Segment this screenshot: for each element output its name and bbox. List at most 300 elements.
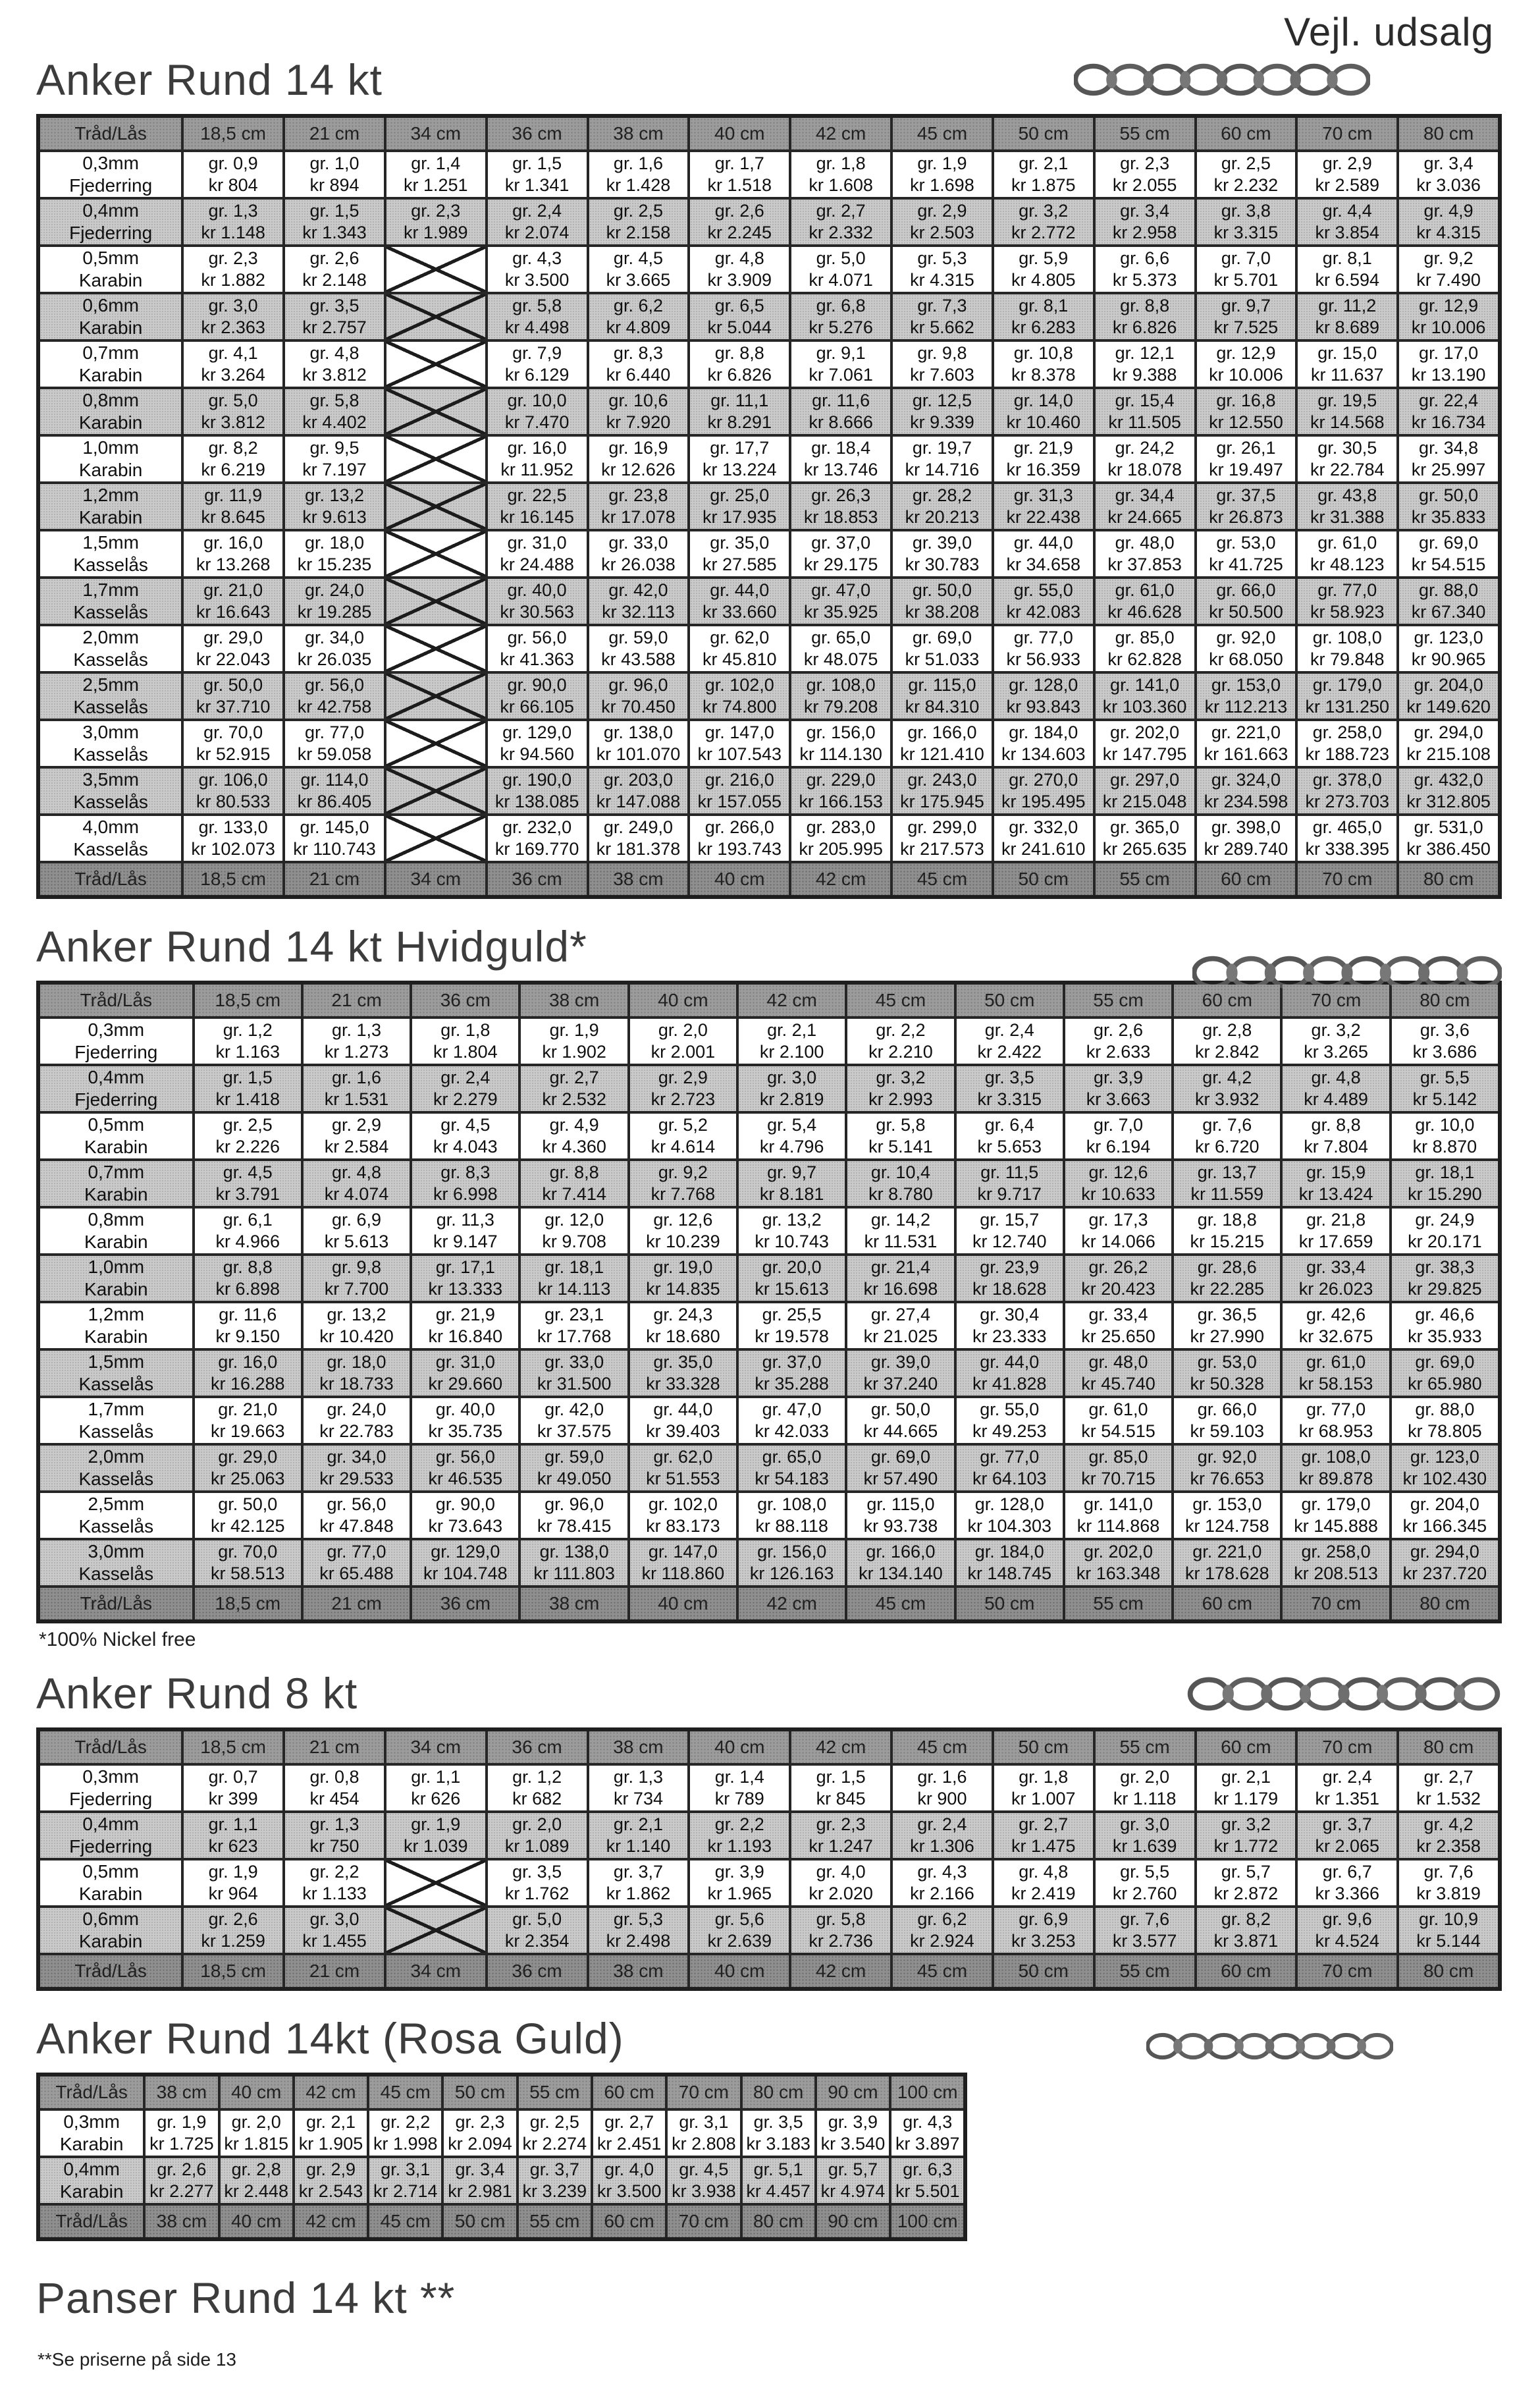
price-cell: gr. 2,0 kr 1.815 xyxy=(221,2111,292,2156)
column-header: 38 cm xyxy=(521,1588,627,1619)
price-cell: gr. 18,8 kr 15.215 xyxy=(1174,1209,1280,1253)
column-header: 45 cm xyxy=(893,1731,992,1763)
price-cell: gr. 15,0 kr 11.637 xyxy=(1298,342,1396,387)
title-row xyxy=(36,921,1502,981)
column-header: 38 cm xyxy=(146,2077,217,2108)
price-cell: gr. 531,0 kr 386.450 xyxy=(1399,816,1498,861)
price-cell: gr. 1,4 kr 789 xyxy=(690,1766,789,1810)
price-cell: gr. 65,0 kr 48.075 xyxy=(791,626,890,671)
row-label: 0,5mm Karabin xyxy=(40,1114,192,1158)
price-cell: gr. 2,2 kr 2.210 xyxy=(847,1019,953,1064)
column-header: 90 cm xyxy=(817,2077,889,2108)
price-cell: gr. 55,0 kr 42.083 xyxy=(994,579,1093,624)
row-label: 3,0mm Kasselås xyxy=(40,1540,192,1585)
row-label: 0,3mm Karabin xyxy=(40,2111,143,2156)
column-header: 50 cm xyxy=(957,1588,1063,1619)
price-cell: gr. 283,0 kr 205.995 xyxy=(791,816,890,861)
price-cell: gr. 2,2 kr 1.193 xyxy=(690,1813,789,1858)
price-cell: gr. 14,2 kr 11.531 xyxy=(847,1209,953,1253)
column-header: 18,5 cm xyxy=(184,1955,282,1987)
price-cell: gr. 11,3 kr 9.147 xyxy=(412,1209,518,1253)
price-cell: gr. 1,5 kr 1.418 xyxy=(195,1066,301,1111)
price-cell: gr. 70,0 kr 58.513 xyxy=(195,1540,301,1585)
column-header: 70 cm xyxy=(1283,985,1389,1016)
price-cell: gr. 1,3 kr 750 xyxy=(285,1813,384,1858)
price-cell: gr. 12,0 kr 9.708 xyxy=(521,1209,627,1253)
price-cell: gr. 77,0 kr 64.103 xyxy=(957,1446,1063,1490)
price-cell: gr. 1,1 kr 626 xyxy=(386,1766,485,1810)
price-cell: gr. 297,0 kr 215.048 xyxy=(1096,769,1194,813)
price-cell: gr. 21,9 kr 16.840 xyxy=(412,1303,518,1348)
price-cell: gr. 5,6 kr 2.639 xyxy=(690,1908,789,1953)
column-header: 38 cm xyxy=(521,985,627,1016)
price-cell: gr. 6,2 kr 2.924 xyxy=(893,1908,992,1953)
price-cell: gr. 133,0 kr 102.073 xyxy=(184,816,282,861)
price-cell: gr. 3,2 kr 1.772 xyxy=(1197,1813,1296,1858)
row-label: 1,5mm Kasselås xyxy=(40,1351,192,1396)
chain-sample-image xyxy=(1074,60,1370,99)
price-cell: gr. 9,7 kr 7.525 xyxy=(1197,294,1296,339)
price-cell: gr. 36,5 kr 27.990 xyxy=(1174,1303,1280,1348)
price-cell: gr. 2,9 kr 2.584 xyxy=(304,1114,410,1158)
price-cell: gr. 56,0 kr 46.535 xyxy=(412,1446,518,1490)
price-cell: gr. 102,0 kr 74.800 xyxy=(690,674,789,719)
price-cell: gr. 3,9 kr 1.965 xyxy=(690,1860,789,1905)
price-cell: gr. 2,4 kr 1.306 xyxy=(893,1813,992,1858)
price-cell: gr. 24,3 kr 18.680 xyxy=(630,1303,736,1348)
price-cell: gr. 5,7 kr 4.974 xyxy=(817,2158,889,2203)
price-cell: gr. 2,9 kr 2.543 xyxy=(295,2158,367,2203)
price-cell: gr. 15,7 kr 12.740 xyxy=(957,1209,1063,1253)
price-cell: gr. 221,0 kr 178.628 xyxy=(1174,1540,1280,1585)
price-cell: gr. 17,1 kr 13.333 xyxy=(412,1256,518,1301)
price-cell: gr. 26,1 kr 19.497 xyxy=(1197,437,1296,481)
column-header: 38 cm xyxy=(589,1731,688,1763)
column-header: Tråd/Lås xyxy=(40,1588,192,1619)
price-cell: gr. 184,0 kr 134.603 xyxy=(994,721,1093,766)
price-cell: gr. 4,1 kr 3.264 xyxy=(184,342,282,387)
price-cell: gr. 24,2 kr 18.078 xyxy=(1096,437,1194,481)
price-cell: gr. 4,5 kr 3.938 xyxy=(668,2158,739,2203)
price-cell: gr. 106,0 kr 80.533 xyxy=(184,769,282,813)
price-cell: gr. 24,9 kr 20.171 xyxy=(1392,1209,1498,1253)
column-header: 36 cm xyxy=(488,863,587,895)
price-cell: gr. 108,0 kr 79.208 xyxy=(791,674,890,719)
price-cell: gr. 34,8 kr 25.997 xyxy=(1399,437,1498,481)
price-cell: gr. 39,0 kr 37.240 xyxy=(847,1351,953,1396)
price-cell: gr. 5,4 kr 4.796 xyxy=(739,1114,845,1158)
column-header: 40 cm xyxy=(690,1731,789,1763)
price-cell: gr. 3,4 kr 2.981 xyxy=(444,2158,516,2203)
price-cell: gr. 16,9 kr 12.626 xyxy=(589,437,688,481)
price-cell: gr. 2,2 kr 1.998 xyxy=(369,2111,441,2156)
price-cell: gr. 7,0 kr 6.194 xyxy=(1065,1114,1171,1158)
price-cell: gr. 266,0 kr 193.743 xyxy=(690,816,789,861)
column-header: 40 cm xyxy=(630,1588,736,1619)
row-label: 1,5mm Kasselås xyxy=(40,531,181,576)
price-cell: gr. 2,3 kr 1.247 xyxy=(791,1813,890,1858)
price-cell: gr. 61,0 kr 54.515 xyxy=(1065,1398,1171,1443)
price-cell: gr. 13,2 kr 9.613 xyxy=(285,484,384,529)
price-cell: gr. 2,4 kr 2.074 xyxy=(488,200,587,244)
price-cell: gr. 5,9 kr 4.805 xyxy=(994,247,1093,292)
price-cell: gr. 3,0 kr 1.639 xyxy=(1096,1813,1194,1858)
price-cell: gr. 15,9 kr 13.424 xyxy=(1283,1161,1389,1206)
price-cell: gr. 0,8 kr 454 xyxy=(285,1766,384,1810)
price-cell: gr. 53,0 kr 50.328 xyxy=(1174,1351,1280,1396)
see-page-13-footnote: **Se priserne på side 13 xyxy=(38,2349,236,2370)
panser-rund-title: Panser Rund 14 kt ** xyxy=(36,2273,456,2322)
column-header: 60 cm xyxy=(593,2206,665,2237)
column-header: 42 cm xyxy=(791,1955,890,1987)
price-cell: gr. 332,0 kr 241.610 xyxy=(994,816,1093,861)
column-header: 38 cm xyxy=(146,2206,217,2237)
column-header: 70 cm xyxy=(1298,1731,1396,1763)
column-header: 55 cm xyxy=(1096,1731,1194,1763)
price-cell: gr. 77,0 kr 56.933 xyxy=(994,626,1093,671)
price-cell: gr. 2,1 kr 1.179 xyxy=(1197,1766,1296,1810)
column-header: 40 cm xyxy=(690,863,789,895)
price-cell: gr. 138,0 kr 111.803 xyxy=(521,1540,627,1585)
price-cell: gr. 0,7 kr 399 xyxy=(184,1766,282,1810)
price-cell: gr. 69,0 kr 51.033 xyxy=(893,626,992,671)
price-cell: gr. 3,7 kr 2.065 xyxy=(1298,1813,1396,1858)
row-label: 0,3mm Fjederring xyxy=(40,152,181,197)
price-cell: gr. 43,8 kr 31.388 xyxy=(1298,484,1396,529)
price-cell: gr. 2,0 kr 2.001 xyxy=(630,1019,736,1064)
price-cell: gr. 6,1 kr 4.966 xyxy=(195,1209,301,1253)
price-cell: gr. 66,0 kr 59.103 xyxy=(1174,1398,1280,1443)
price-cell: gr. 7,6 kr 3.577 xyxy=(1096,1908,1194,1953)
price-cell: gr. 18,4 kr 13.746 xyxy=(791,437,890,481)
crossed-cell xyxy=(386,247,485,292)
price-cell: gr. 10,4 kr 8.780 xyxy=(847,1161,953,1206)
price-cell: gr. 42,0 kr 32.113 xyxy=(589,579,688,624)
row-label: 0,4mm Karabin xyxy=(40,2158,143,2203)
column-header: 18,5 cm xyxy=(195,1588,301,1619)
price-cell: gr. 3,9 kr 3.663 xyxy=(1065,1066,1171,1111)
price-cell: gr. 19,5 kr 14.568 xyxy=(1298,389,1396,434)
price-cell: gr. 2,5 kr 2.226 xyxy=(195,1114,301,1158)
price-cell: gr. 378,0 kr 273.703 xyxy=(1298,769,1396,813)
column-header: 50 cm xyxy=(994,118,1093,149)
section-title-anker-14kt-rosa-guld: Anker Rund 14kt (Rosa Guld) xyxy=(36,2014,624,2063)
price-cell: gr. 24,0 kr 19.285 xyxy=(285,579,384,624)
column-header: 34 cm xyxy=(386,1731,485,1763)
price-cell: gr. 108,0 kr 79.848 xyxy=(1298,626,1396,671)
price-cell: gr. 50,0 kr 38.208 xyxy=(893,579,992,624)
column-header: 21 cm xyxy=(304,1588,410,1619)
price-cell: gr. 141,0 kr 103.360 xyxy=(1096,674,1194,719)
row-label: 0,7mm Karabin xyxy=(40,342,181,387)
price-cell: gr. 42,6 kr 32.675 xyxy=(1283,1303,1389,1348)
price-cell: gr. 4,5 kr 3.665 xyxy=(589,247,688,292)
price-cell: gr. 2,7 kr 2.332 xyxy=(791,200,890,244)
column-header: 18,5 cm xyxy=(184,1731,282,1763)
column-header: 45 cm xyxy=(369,2206,441,2237)
price-cell: gr. 184,0 kr 148.745 xyxy=(957,1540,1063,1585)
price-cell: gr. 166,0 kr 121.410 xyxy=(893,721,992,766)
price-cell: gr. 16,8 kr 12.550 xyxy=(1197,389,1296,434)
price-cell: gr. 8,8 kr 7.414 xyxy=(521,1161,627,1206)
price-cell: gr. 2,4 kr 1.351 xyxy=(1298,1766,1396,1810)
column-header: 21 cm xyxy=(285,118,384,149)
price-cell: gr. 12,1 kr 9.388 xyxy=(1096,342,1194,387)
row-label: 0,6mm Karabin xyxy=(40,1908,181,1953)
column-header: 80 cm xyxy=(1399,1731,1498,1763)
column-header: 21 cm xyxy=(285,863,384,895)
price-cell: gr. 179,0 kr 145.888 xyxy=(1283,1493,1389,1538)
column-header: 40 cm xyxy=(690,118,789,149)
price-cell: gr. 3,2 kr 2.993 xyxy=(847,1066,953,1111)
price-cell: gr. 6,7 kr 3.366 xyxy=(1298,1860,1396,1905)
column-header: 50 cm xyxy=(994,863,1093,895)
column-header: 50 cm xyxy=(994,1731,1093,1763)
price-cell: gr. 66,0 kr 50.500 xyxy=(1197,579,1296,624)
price-cell: gr. 92,0 kr 76.653 xyxy=(1174,1446,1280,1490)
crossed-cell xyxy=(386,342,485,387)
column-header: 21 cm xyxy=(285,1731,384,1763)
price-cell: gr. 2,1 kr 1.875 xyxy=(994,152,1093,197)
price-cell: gr. 92,0 kr 68.050 xyxy=(1197,626,1296,671)
price-cell: gr. 90,0 kr 73.643 xyxy=(412,1493,518,1538)
price-cell: gr. 85,0 kr 62.828 xyxy=(1096,626,1194,671)
price-cell: gr. 365,0 kr 265.635 xyxy=(1096,816,1194,861)
column-header: 80 cm xyxy=(1399,118,1498,149)
column-header: 45 cm xyxy=(893,863,992,895)
price-cell: gr. 4,8 kr 2.419 xyxy=(994,1860,1093,1905)
price-cell: gr. 77,0 kr 59.058 xyxy=(285,721,384,766)
price-cell: gr. 21,9 kr 16.359 xyxy=(994,437,1093,481)
row-label: 0,4mm Fjederring xyxy=(40,200,181,244)
price-cell: gr. 2,5 kr 2.158 xyxy=(589,200,688,244)
price-cell: gr. 1,2 kr 682 xyxy=(488,1766,587,1810)
price-cell: gr. 2,4 kr 2.422 xyxy=(957,1019,1063,1064)
price-cell: gr. 17,3 kr 14.066 xyxy=(1065,1209,1171,1253)
price-cell: gr. 1,3 kr 1.273 xyxy=(304,1019,410,1064)
price-cell: gr. 5,8 kr 5.141 xyxy=(847,1114,953,1158)
column-header: 70 cm xyxy=(1298,863,1396,895)
row-label: 0,6mm Karabin xyxy=(40,294,181,339)
column-header: 45 cm xyxy=(847,985,953,1016)
price-cell: gr. 4,0 kr 2.020 xyxy=(791,1860,890,1905)
price-cell: gr. 4,4 kr 3.854 xyxy=(1298,200,1396,244)
price-cell: gr. 1,9 kr 1.698 xyxy=(893,152,992,197)
price-cell: gr. 1,9 kr 1.039 xyxy=(386,1813,485,1858)
column-header: 80 cm xyxy=(743,2077,814,2108)
row-label: 0,7mm Karabin xyxy=(40,1161,192,1206)
price-cell: gr. 25,0 kr 17.935 xyxy=(690,484,789,529)
price-cell: gr. 69,0 kr 57.490 xyxy=(847,1446,953,1490)
column-header: 45 cm xyxy=(893,118,992,149)
price-cell: gr. 55,0 kr 49.253 xyxy=(957,1398,1063,1443)
price-cell: gr. 9,6 kr 4.524 xyxy=(1298,1908,1396,1953)
crossed-cell xyxy=(386,816,485,861)
price-cell: gr. 65,0 kr 54.183 xyxy=(739,1446,845,1490)
price-cell: gr. 40,0 kr 35.735 xyxy=(412,1398,518,1443)
price-cell: gr. 258,0 kr 188.723 xyxy=(1298,721,1396,766)
price-cell: gr. 2,8 kr 2.842 xyxy=(1174,1019,1280,1064)
price-cell: gr. 21,4 kr 16.698 xyxy=(847,1256,953,1301)
price-cell: gr. 3,8 kr 3.315 xyxy=(1197,200,1296,244)
price-cell: gr. 44,0 kr 34.658 xyxy=(994,531,1093,576)
price-cell: gr. 4,3 kr 2.166 xyxy=(893,1860,992,1905)
price-cell: gr. 3,4 kr 2.958 xyxy=(1096,200,1194,244)
column-header: 34 cm xyxy=(386,118,485,149)
column-header: 42 cm xyxy=(791,118,890,149)
title-row xyxy=(36,2013,1502,2073)
price-cell: gr. 69,0 kr 65.980 xyxy=(1392,1351,1498,1396)
column-header: 42 cm xyxy=(791,1731,890,1763)
section-anker-14kt-hvidguld xyxy=(36,921,1502,1651)
price-cell: gr. 18,0 kr 15.235 xyxy=(285,531,384,576)
column-header: 45 cm xyxy=(847,1588,953,1619)
price-cell: gr. 1,6 kr 900 xyxy=(893,1766,992,1810)
title-row xyxy=(36,1668,1502,1727)
column-header: 50 cm xyxy=(957,985,1063,1016)
price-cell: gr. 129,0 kr 94.560 xyxy=(488,721,587,766)
price-cell: gr. 5,0 kr 4.071 xyxy=(791,247,890,292)
column-header: 70 cm xyxy=(1298,118,1396,149)
price-cell: gr. 9,2 kr 7.768 xyxy=(630,1161,736,1206)
price-cell: gr. 5,8 kr 4.402 xyxy=(285,389,384,434)
column-header: 42 cm xyxy=(739,1588,845,1619)
price-cell: gr. 2,7 kr 1.532 xyxy=(1399,1766,1498,1810)
price-cell: gr. 2,5 kr 2.274 xyxy=(519,2111,591,2156)
price-cell: gr. 1,6 kr 1.531 xyxy=(304,1066,410,1111)
price-cell: gr. 13,7 kr 11.559 xyxy=(1174,1161,1280,1206)
price-cell: gr. 59,0 kr 49.050 xyxy=(521,1446,627,1490)
price-cell: gr. 34,0 kr 29.533 xyxy=(304,1446,410,1490)
column-header: 60 cm xyxy=(1197,118,1296,149)
price-cell: gr. 153,0 kr 112.213 xyxy=(1197,674,1296,719)
price-cell: gr. 5,3 kr 2.498 xyxy=(589,1908,688,1953)
price-cell: gr. 203,0 kr 147.088 xyxy=(589,769,688,813)
price-cell: gr. 4,8 kr 4.074 xyxy=(304,1161,410,1206)
price-cell: gr. 22,5 kr 16.145 xyxy=(488,484,587,529)
price-cell: gr. 294,0 kr 215.108 xyxy=(1399,721,1498,766)
price-cell: gr. 16,0 kr 13.268 xyxy=(184,531,282,576)
price-cell: gr. 114,0 kr 86.405 xyxy=(285,769,384,813)
column-header: Tråd/Lås xyxy=(40,2206,143,2237)
crossed-cell xyxy=(386,579,485,624)
price-cell: gr. 35,0 kr 27.585 xyxy=(690,531,789,576)
price-cell: gr. 2,3 kr 1.882 xyxy=(184,247,282,292)
price-cell: gr. 398,0 kr 289.740 xyxy=(1197,816,1296,861)
price-cell: gr. 204,0 kr 149.620 xyxy=(1399,674,1498,719)
price-cell: gr. 11,2 kr 8.689 xyxy=(1298,294,1396,339)
column-header: 36 cm xyxy=(412,985,518,1016)
price-cell: gr. 9,5 kr 7.197 xyxy=(285,437,384,481)
section-title-anker-14kt: Anker Rund 14 kt xyxy=(36,55,383,104)
price-cell: gr. 115,0 kr 84.310 xyxy=(893,674,992,719)
price-cell: gr. 2,4 kr 2.279 xyxy=(412,1066,518,1111)
price-cell: gr. 34,4 kr 24.665 xyxy=(1096,484,1194,529)
price-cell: gr. 5,8 kr 2.736 xyxy=(791,1908,890,1953)
section-anker-14kt xyxy=(36,55,1502,899)
column-header: 60 cm xyxy=(1197,1731,1296,1763)
price-cell: gr. 1,9 kr 964 xyxy=(184,1860,282,1905)
price-cell: gr. 3,5 kr 1.762 xyxy=(488,1860,587,1905)
price-cell: gr. 128,0 kr 93.843 xyxy=(994,674,1093,719)
price-cell: gr. 2,6 kr 2.245 xyxy=(690,200,789,244)
price-cell: gr. 102,0 kr 83.173 xyxy=(630,1493,736,1538)
price-cell: gr. 4,2 kr 3.932 xyxy=(1174,1066,1280,1111)
row-label: 0,4mm Fjederring xyxy=(40,1066,192,1111)
crossed-cell xyxy=(386,769,485,813)
price-cell: gr. 29,0 kr 25.063 xyxy=(195,1446,301,1490)
price-cell: gr. 299,0 kr 217.573 xyxy=(893,816,992,861)
row-label: 1,7mm Kasselås xyxy=(40,579,181,624)
row-label: 0,3mm Fjederring xyxy=(40,1019,192,1064)
price-cell: gr. 2,9 kr 2.589 xyxy=(1298,152,1396,197)
column-header: 80 cm xyxy=(1392,1588,1498,1619)
price-cell: gr. 70,0 kr 52.915 xyxy=(184,721,282,766)
price-cell: gr. 2,6 kr 1.259 xyxy=(184,1908,282,1953)
price-cell: gr. 61,0 kr 58.153 xyxy=(1283,1351,1389,1396)
column-header: 18,5 cm xyxy=(184,863,282,895)
price-cell: gr. 145,0 kr 110.743 xyxy=(285,816,384,861)
price-cell: gr. 3,4 kr 3.036 xyxy=(1399,152,1498,197)
price-cell: gr. 62,0 kr 51.553 xyxy=(630,1446,736,1490)
price-cell: gr. 1,6 kr 1.428 xyxy=(589,152,688,197)
price-cell: gr. 2,9 kr 2.503 xyxy=(893,200,992,244)
price-cell: gr. 6,2 kr 4.809 xyxy=(589,294,688,339)
column-header: 100 cm xyxy=(891,2077,963,2108)
row-label: 1,0mm Karabin xyxy=(40,1256,192,1301)
price-cell: gr. 21,8 kr 17.659 xyxy=(1283,1209,1389,1253)
price-cell: gr. 11,1 kr 8.291 xyxy=(690,389,789,434)
crossed-cell xyxy=(386,294,485,339)
price-cell: gr. 33,4 kr 25.650 xyxy=(1065,1303,1171,1348)
column-header: 55 cm xyxy=(1065,1588,1171,1619)
column-header: 34 cm xyxy=(386,863,485,895)
price-cell: gr. 8,8 kr 7.804 xyxy=(1283,1114,1389,1158)
column-header: Tråd/Lås xyxy=(40,118,181,149)
price-cell: gr. 31,0 kr 29.660 xyxy=(412,1351,518,1396)
price-cell: gr. 2,6 kr 2.277 xyxy=(146,2158,217,2203)
price-cell: gr. 202,0 kr 163.348 xyxy=(1065,1540,1171,1585)
price-cell: gr. 18,0 kr 18.733 xyxy=(304,1351,410,1396)
price-cell: gr. 8,8 kr 6.826 xyxy=(1096,294,1194,339)
column-header: 55 cm xyxy=(1096,863,1194,895)
nickel-free-footnote: *100% Nickel free xyxy=(39,1629,196,1650)
price-cell: gr. 50,0 kr 35.833 xyxy=(1399,484,1498,529)
price-cell: gr. 2,1 kr 1.140 xyxy=(589,1813,688,1858)
price-cell: gr. 243,0 kr 175.945 xyxy=(893,769,992,813)
price-cell: gr. 7,6 kr 6.720 xyxy=(1174,1114,1280,1158)
column-header: 42 cm xyxy=(739,985,845,1016)
price-cell: gr. 14,0 kr 10.460 xyxy=(994,389,1093,434)
price-cell: gr. 4,0 kr 3.500 xyxy=(593,2158,665,2203)
column-header: 40 cm xyxy=(690,1955,789,1987)
row-label: 0,4mm Fjederring xyxy=(40,1813,181,1858)
title-row xyxy=(36,55,1502,114)
price-cell: gr. 1,3 kr 1.148 xyxy=(184,200,282,244)
price-cell: gr. 1,5 kr 1.341 xyxy=(488,152,587,197)
price-cell: gr. 28,2 kr 20.213 xyxy=(893,484,992,529)
price-cell: gr. 204,0 kr 166.345 xyxy=(1392,1493,1498,1538)
price-table-anker-14kt-hvidguld xyxy=(36,981,1502,1623)
price-cell: gr. 3,9 kr 3.540 xyxy=(817,2111,889,2156)
price-cell: gr. 6,3 kr 5.501 xyxy=(891,2158,963,2203)
price-cell: gr. 3,0 kr 2.819 xyxy=(739,1066,845,1111)
column-header: 70 cm xyxy=(668,2206,739,2237)
price-cell: gr. 190,0 kr 138.085 xyxy=(488,769,587,813)
price-cell: gr. 25,5 kr 19.578 xyxy=(739,1303,845,1348)
price-cell: gr. 179,0 kr 131.250 xyxy=(1298,674,1396,719)
price-cell: gr. 8,1 kr 6.594 xyxy=(1298,247,1396,292)
